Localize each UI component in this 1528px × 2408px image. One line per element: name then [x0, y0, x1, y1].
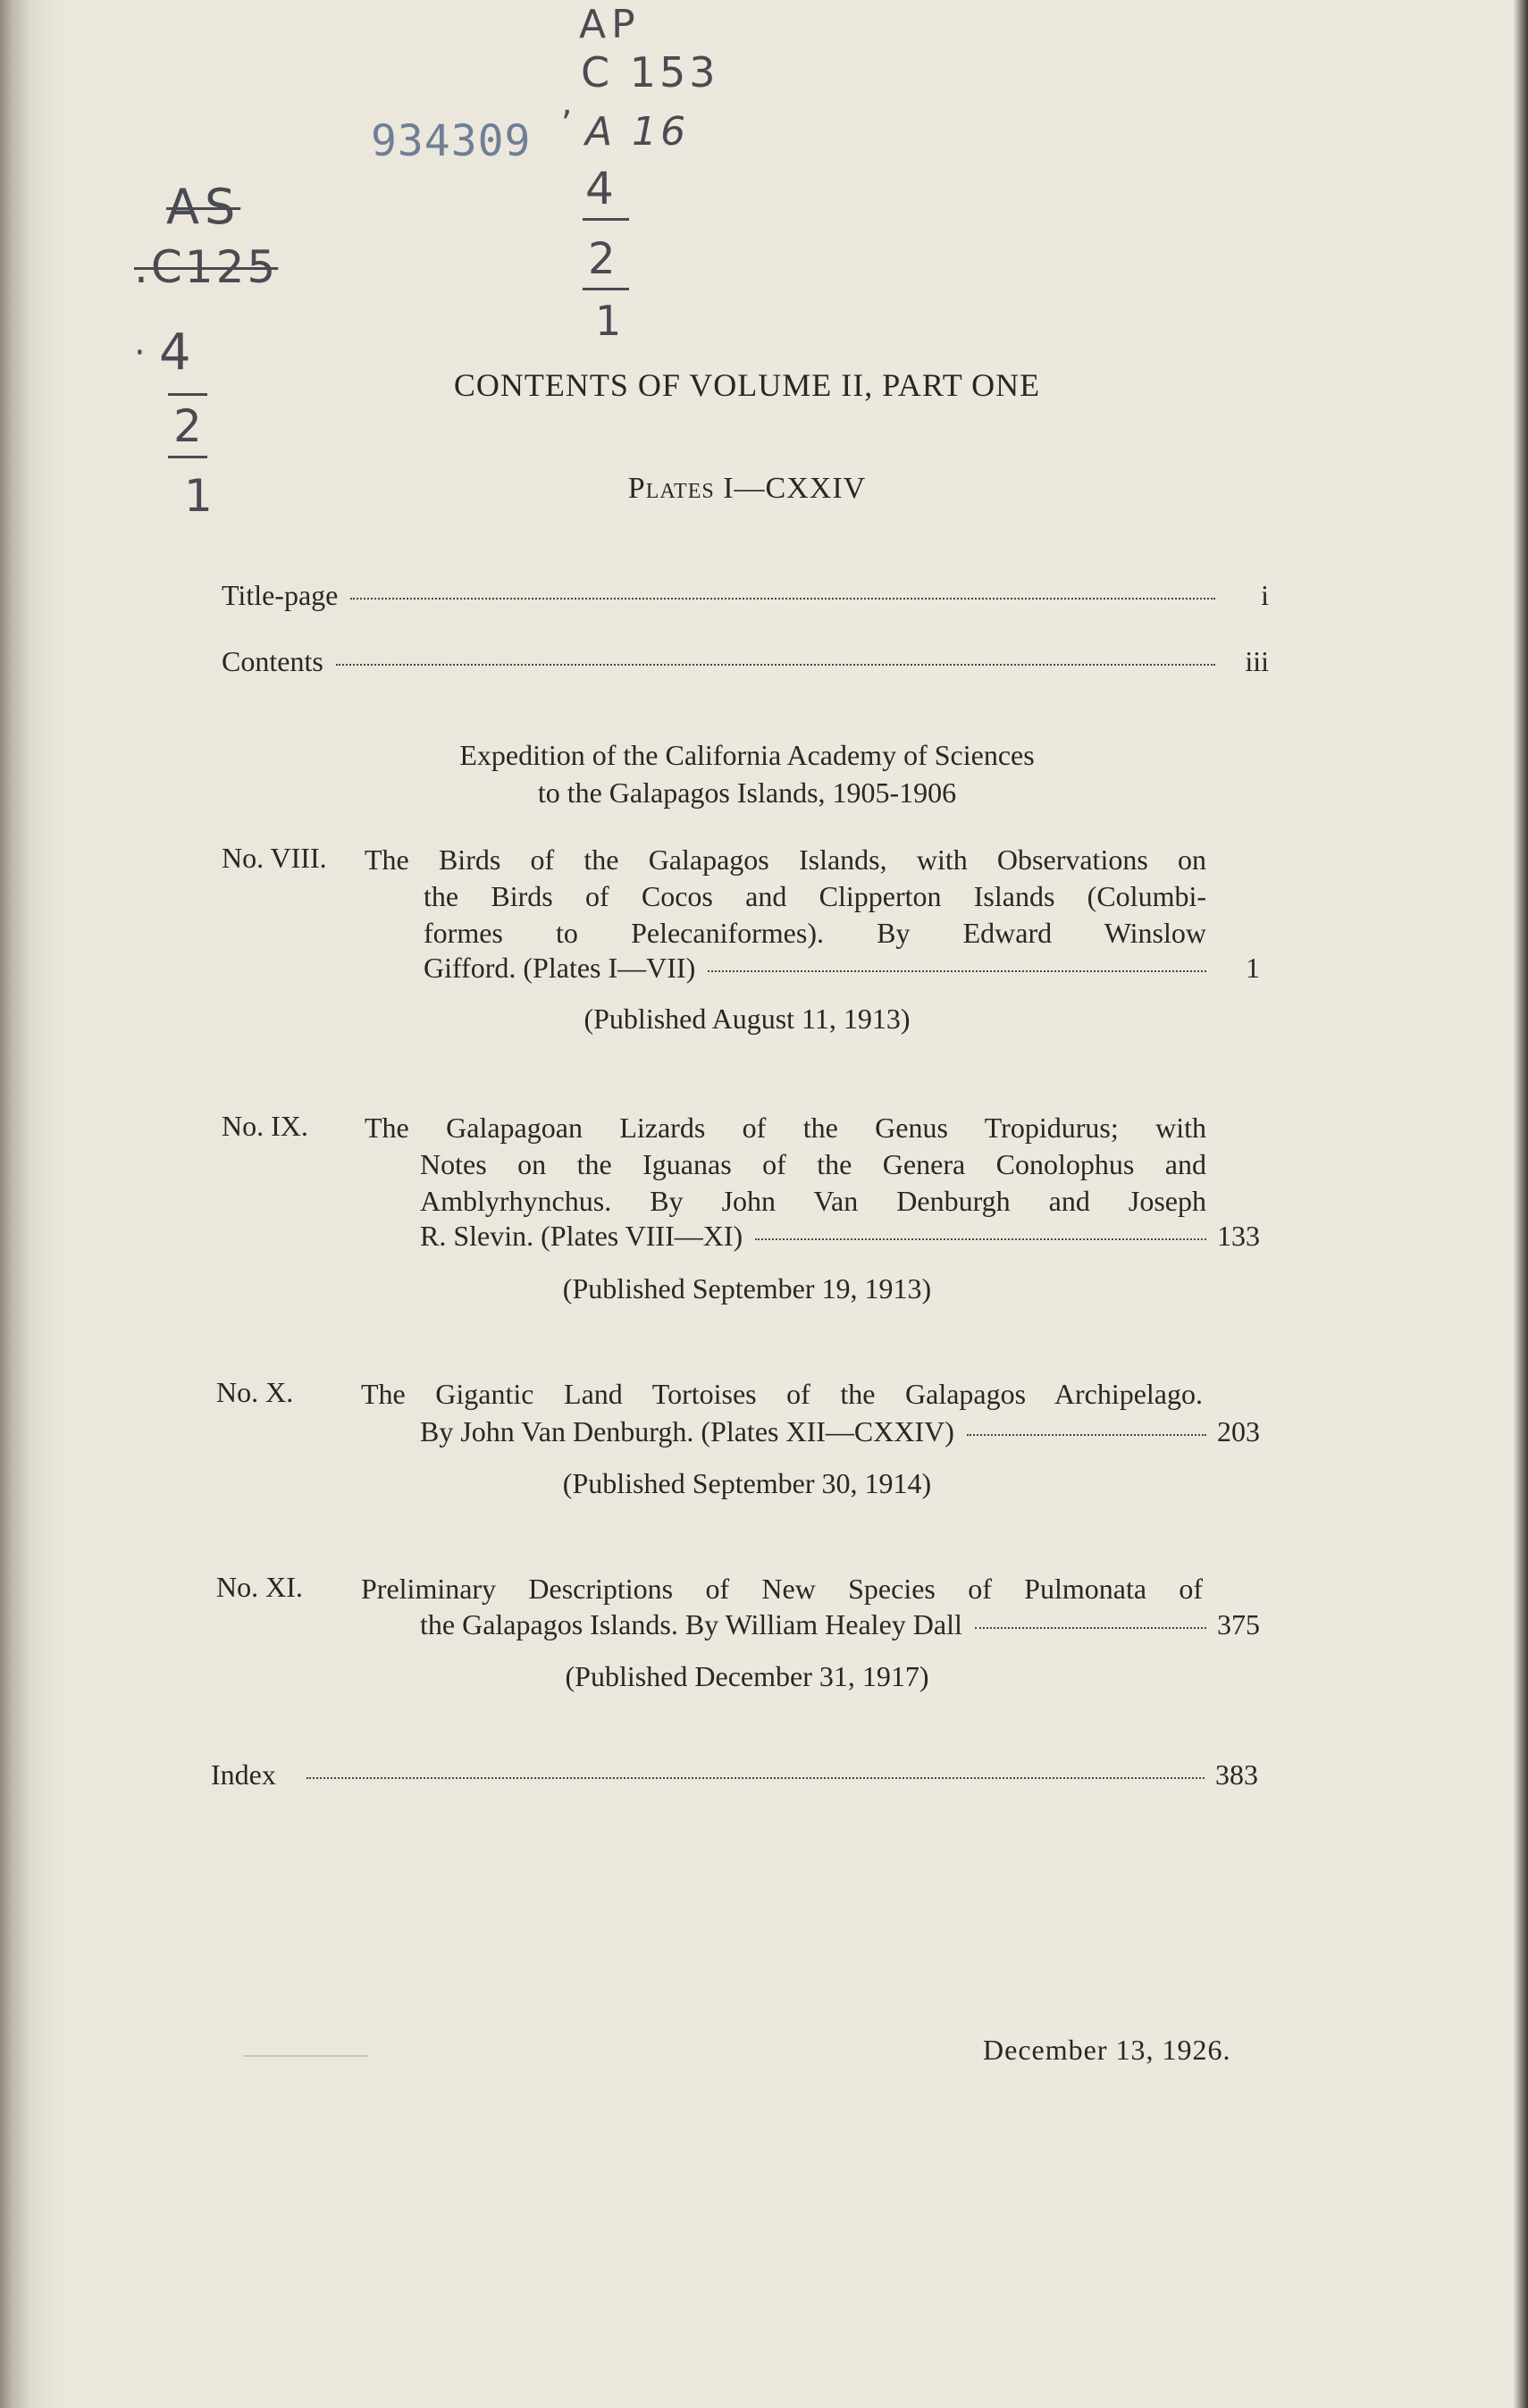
- toc-label: Contents: [222, 645, 323, 677]
- expedition-heading: [0, 736, 1494, 811]
- leader-dots: [975, 1627, 1206, 1629]
- entry-line: Notes on the Iguanas of the Genera Conolophus and: [420, 1148, 1206, 1180]
- entry-line: Preliminary Descriptions of New Species of Pulmonata of: [361, 1573, 1203, 1605]
- entry-text: [365, 1110, 1206, 1146]
- entry-line: The Gigantic Land Tortoises of the Galapagos Archipelago.: [361, 1378, 1203, 1410]
- plates-range: Plates I—CXXIV: [627, 472, 867, 505]
- toc-contents: [222, 645, 1269, 678]
- handwritten-as-struck: AS: [166, 179, 241, 235]
- toc-label: Index: [211, 1758, 276, 1791]
- handwritten-dot: ·: [134, 332, 146, 373]
- published-date: (Published August 11, 1913): [583, 1003, 911, 1035]
- handwritten-c125-struck: .C125: [134, 241, 279, 293]
- leader-dots: [350, 598, 1215, 600]
- entry-line: The Galapagoan Lizards of the Genus Tropidurus; with: [365, 1112, 1206, 1144]
- entry-page-number: 203: [1217, 1415, 1260, 1447]
- entry-line: the Birds of Cocos and Clipperton Islands (Columbi-: [424, 880, 1206, 912]
- toc-page-number: i: [1261, 579, 1269, 611]
- stack-right-rule-1: [583, 218, 629, 221]
- toc-label: Title-page: [222, 579, 339, 611]
- stack-right-rule-2: [583, 288, 629, 290]
- handwritten-stack-right-mid: 2: [588, 234, 616, 284]
- accession-stamp: 934309: [371, 116, 532, 166]
- entry-line: R. Slevin. (Plates VIII—XI): [420, 1220, 743, 1252]
- toc-index: [211, 1758, 1258, 1791]
- published-date: (Published September 30, 1914): [562, 1467, 932, 1499]
- issue-date: December 13, 1926.: [983, 2034, 1231, 2066]
- entry-number: No. IX.: [222, 1110, 308, 1142]
- entry-page-line: [420, 1608, 1260, 1641]
- handwritten-a16: A 16: [585, 109, 690, 155]
- toc-title-page: [222, 579, 1269, 612]
- handwritten-stack-right-bottom: 1: [595, 297, 622, 345]
- entry-page-line: [424, 952, 1260, 985]
- leader-dots: [306, 1777, 1205, 1779]
- entry-number: No. VIII.: [222, 842, 327, 874]
- entry-text: [361, 1376, 1203, 1413]
- entry-text: [361, 1571, 1203, 1607]
- entry-line: the Galapagos Islands. By William Healey Dall: [420, 1608, 962, 1640]
- entry-line: Amblyrhynchus. By John Van Denburgh and Joseph: [420, 1185, 1206, 1217]
- entry-page-line: [420, 1220, 1260, 1253]
- entry-line: formes to Pelecaniformes). By Edward Winslow: [424, 917, 1206, 949]
- handwritten-c153: C 153: [581, 48, 719, 96]
- entry-line: By John Van Denburgh. (Plates XII—CXXIV): [420, 1415, 954, 1447]
- published-date: (Published September 19, 1913): [562, 1272, 932, 1305]
- stack-left-rule-2: [168, 456, 207, 458]
- published-date: (Published December 31, 1917): [565, 1660, 929, 1692]
- entry-text-cont: [424, 878, 1206, 952]
- expedition-heading-line2: to the Galapagos Islands, 1905-1906: [537, 776, 957, 809]
- entry-page-number: 375: [1217, 1608, 1260, 1640]
- entry-number: No. XI.: [216, 1571, 303, 1603]
- entry-line: The Birds of the Galapagos Islands, with Observations on: [365, 843, 1206, 876]
- entry-text: [365, 842, 1206, 878]
- entry-text-cont: [420, 1146, 1206, 1220]
- handwritten-ap: AP: [579, 2, 641, 47]
- entry-page-number: 1: [1246, 952, 1260, 984]
- toc-page-number: iii: [1245, 645, 1269, 677]
- handwritten-stack-left-mid: 2: [173, 400, 202, 452]
- leader-dots: [755, 1238, 1206, 1240]
- handwritten-stack-left-top: 4: [159, 323, 191, 382]
- toc-page-number: 383: [1215, 1758, 1258, 1791]
- page-title: CONTENTS OF VOLUME II, PART ONE: [453, 367, 1041, 403]
- handwritten-comma: ,: [561, 82, 573, 123]
- entry-page-number: 133: [1217, 1220, 1260, 1252]
- handwritten-stack-left-bottom: 1: [184, 470, 213, 522]
- leader-dots: [336, 664, 1215, 666]
- handwritten-stack-right-top: 4: [585, 163, 614, 214]
- paper-speck: [243, 2055, 368, 2057]
- entry-line: Gifford. (Plates I—VII): [424, 952, 696, 984]
- expedition-heading-line1: Expedition of the California Academy of Sciences: [459, 739, 1035, 771]
- entry-page-line: [420, 1415, 1260, 1448]
- page-edge-shadow: [1514, 0, 1528, 2408]
- leader-dots: [967, 1434, 1206, 1436]
- leader-dots: [708, 970, 1206, 972]
- entry-number: No. X.: [216, 1376, 294, 1408]
